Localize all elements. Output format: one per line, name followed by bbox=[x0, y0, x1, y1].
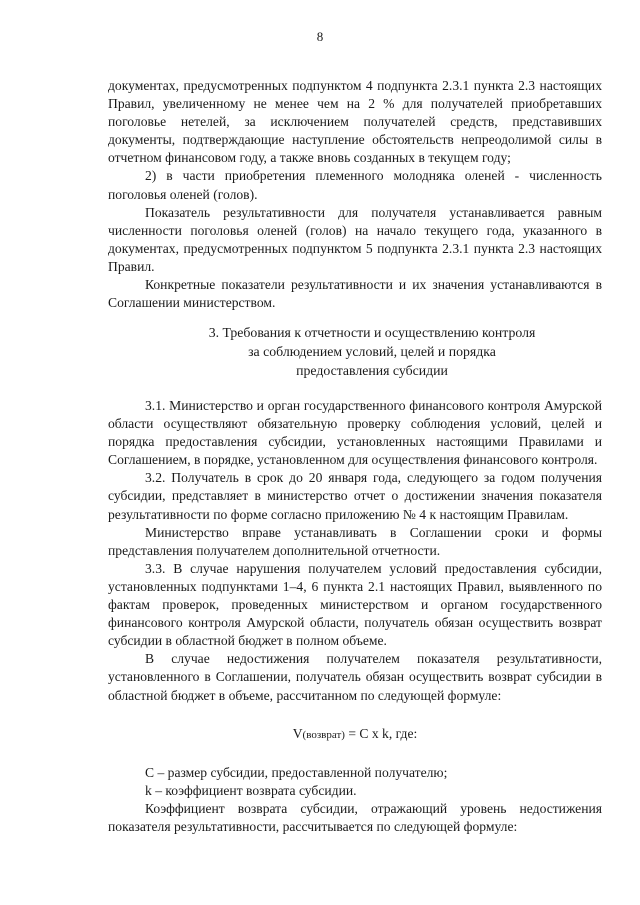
paragraph-deer-indicator: 2) в части приобретения племенного молодняка оленей - численность поголовья оленей (голов). bbox=[108, 168, 602, 202]
paragraph-3-3: 3.3. В случае нарушения получателем условий предоставления субсидии, установленных подпунктами 1–4, 6 пункта 2.1 настоящих Правил, выявленного по фактам проверок, проведенных министерством и органом государственного финансового контроля Амурской области, получатель обязан осуществить возврат субсидии в областной бюджет в полном объеме. bbox=[108, 560, 602, 649]
paragraph-non-achievement: В случае недостижения получателем показателя результативности, установленного в Соглашении, получатель обязан осуществить возврат субсидии в областной бюджет в объеме, рассчитанном по следующей формуле: bbox=[108, 651, 602, 703]
refund-formula bbox=[108, 725, 602, 744]
paragraph-additional-reporting: Министерство вправе устанавливать в Соглашении сроки и формы представления получателем дополнительной отчетности. bbox=[108, 524, 602, 558]
section-3-heading bbox=[108, 323, 636, 380]
paragraph-indicator-agreement: Конкретные показатели результативности и их значения устанавливаются в Соглашении министерством. bbox=[108, 277, 602, 311]
heading-line-3: предоставления субсидии bbox=[296, 363, 448, 378]
section-3-body bbox=[108, 397, 602, 705]
formula-subscript: (возврат) bbox=[302, 729, 345, 741]
formula-lhs: V bbox=[292, 726, 303, 741]
heading-line-2: за соблюдением условий, целей и порядка bbox=[248, 344, 496, 359]
paragraph-indicator-definition: Показатель результативности для получателя устанавливается равным численности поголовья оленей (голов) на начало текущего года, указанного в документах, предусмотренных подпунктом 5 подпункта 2.3.1 пункта 2.3 настоящих Правил. bbox=[108, 204, 602, 274]
paragraph-3-2: 3.2. Получатель в срок до 20 января года, следующего за годом получения субсидии, представляет в министерство отчет о достижении значения показателя результативности по форме согласно приложению № 4 к настоящим Правилам. bbox=[108, 470, 602, 522]
paragraph-3-1: 3.1. Министерство и орган государственного финансового контроля Амурской области осуществляют обязательную проверку соблюдения условий, целей и порядка предоставления субсидии, установленных настоящими Правилами и Соглашением, в порядке, установленном для осуществления финансового контроля. bbox=[108, 398, 602, 468]
definition-k: k – коэффициент возврата субсидии. bbox=[145, 783, 357, 799]
paragraph-coefficient: Коэффициент возврата субсидии, отражающий уровень недостижения показателя результативности, рассчитывается по следующей формуле: bbox=[108, 801, 602, 835]
page-number: 8 bbox=[316, 29, 324, 44]
formula-rhs: = C x k, где: bbox=[344, 726, 418, 741]
formula-definitions bbox=[108, 764, 602, 836]
paragraph-documents-condition: документах, предусмотренных подпунктом 4 подпункта 2.3.1 пункта 2.3 настоящих Правил, увеличенному не менее чем на 2 % для получателей приобретавших поголовье нетелей, за исключением получателей средств, представивших документы, подтверждающие наступление обстоятельств непреодолимой силы в отчетном финансовом году, а также вновь созданных в текущем году; bbox=[108, 78, 602, 166]
definition-c: C – размер субсидии, предоставленной получателю; bbox=[145, 765, 448, 780]
section-2-continuation bbox=[108, 77, 602, 312]
heading-line-1: 3. Требования к отчетности и осуществлению контроля bbox=[208, 325, 536, 340]
